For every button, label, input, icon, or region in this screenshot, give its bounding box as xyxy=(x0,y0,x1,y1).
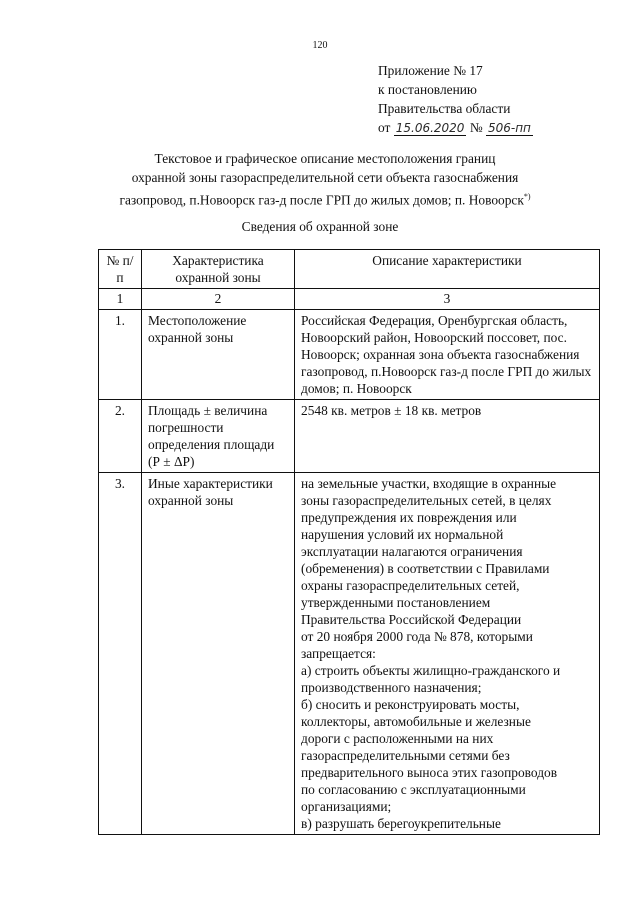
desc-line: организациями; xyxy=(301,799,392,814)
row-description: Российская Федерация, Оренбургская область, Новоорский район, Новоорский поссовет, пос. Новоорск; охранная зона объекта газоснабжения газопровод, п.Новоорск газ-д после ГРП до жилых домов; п. Новоорск xyxy=(295,310,600,400)
title-line-1: Текстовое и графическое описание местоположения границ xyxy=(154,151,496,166)
appendix-line-3: Правительства области xyxy=(378,101,511,116)
row-description: 2548 кв. метров ± 18 кв. метров xyxy=(295,400,600,473)
index-cell: 2 xyxy=(142,289,295,310)
desc-line: Правительства Российской Федерации xyxy=(301,612,522,627)
desc-line: по согласованию с эксплуатационными xyxy=(301,782,526,797)
table-row xyxy=(99,473,600,835)
desc-line: запрещается: xyxy=(301,646,376,661)
row-number: 3. xyxy=(99,473,142,835)
desc-line: предварительного выноса этих газопроводов xyxy=(301,765,558,780)
desc-line: нарушения условий их нормальной xyxy=(301,527,504,542)
desc-line: зоны газораспределительных сетей, в целях xyxy=(301,493,552,508)
appendix-line-1: Приложение № 17 xyxy=(378,63,483,78)
row-characteristic: Площадь ± величина погрешности определения площади (Р ± ΔР) xyxy=(142,400,295,473)
handwritten-date: 15.06.2020 xyxy=(395,121,465,135)
handwritten-number: 506-пп xyxy=(487,121,531,135)
desc-line: на земельные участки, входящие в охранные xyxy=(301,476,557,491)
row-number: 2. xyxy=(99,400,142,473)
header-description: Описание характеристики xyxy=(295,250,600,289)
page-number: 120 xyxy=(312,40,328,51)
desc-line: предупреждения их повреждения или xyxy=(301,510,517,525)
desc-line: эксплуатации налагаются ограничения xyxy=(301,544,523,559)
header-characteristic: Характеристика охранной зоны xyxy=(142,250,295,289)
appendix-line-2: к постановлению xyxy=(378,82,477,97)
desc-line: дороги с расположенными на них xyxy=(301,731,494,746)
table-row xyxy=(99,400,600,473)
desc-line: утвержденными постановлением xyxy=(301,595,491,610)
from-label: от xyxy=(378,120,391,135)
title-line-3 xyxy=(90,187,560,209)
table-header-row xyxy=(99,250,600,289)
header-number: № п/п xyxy=(99,250,142,289)
index-cell: 3 xyxy=(295,289,600,310)
section-subtitle: Сведения об охранной зоне xyxy=(241,219,399,234)
row-description xyxy=(295,473,600,835)
footnote-mark: *) xyxy=(523,192,531,201)
zone-info-table xyxy=(98,249,600,835)
table-row xyxy=(99,310,600,400)
document-title xyxy=(90,149,560,209)
appendix-date-line xyxy=(378,118,533,137)
desc-line: (обременения) в соответствии с Правилами xyxy=(301,561,550,576)
title-line-3-text: газопровод, п.Новоорск газ-д после ГРП до жилых домов; п. Новоорск xyxy=(119,192,524,208)
desc-line: б) сносить и реконструировать мосты, xyxy=(301,697,520,712)
desc-line: а) строить объекты жилищно-гражданского и xyxy=(301,663,561,678)
desc-line: в) разрушать берегоукрепительные xyxy=(301,816,501,831)
desc-line: производственного назначения; xyxy=(301,680,482,695)
number-label: № xyxy=(469,120,483,135)
row-number: 1. xyxy=(99,310,142,400)
desc-line: коллекторы, автомобильные и железные xyxy=(301,714,531,729)
desc-line: газораспределительными сетями без xyxy=(301,748,510,763)
row-characteristic: Местоположение охранной зоны xyxy=(142,310,295,400)
index-cell: 1 xyxy=(99,289,142,310)
desc-line: от 20 ноября 2000 года № 878, которыми xyxy=(301,629,533,644)
table-index-row xyxy=(99,289,600,310)
appendix-block xyxy=(378,61,533,137)
row-characteristic: Иные характеристики охранной зоны xyxy=(142,473,295,835)
desc-line: охраны газораспределительных сетей, xyxy=(301,578,520,593)
title-line-2: охранной зоны газораспределительной сети объекта газоснабжения xyxy=(131,170,519,185)
